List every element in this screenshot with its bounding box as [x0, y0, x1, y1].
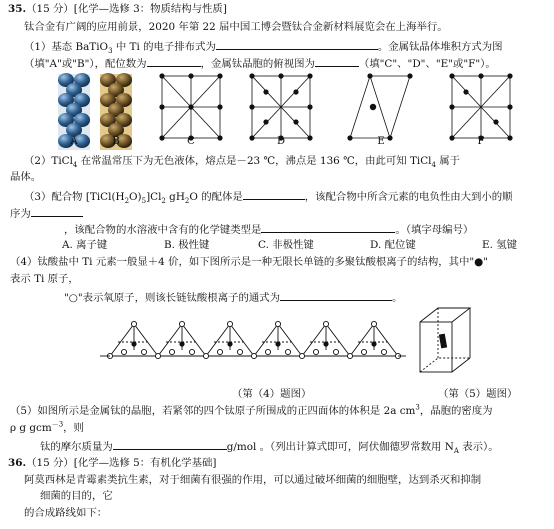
- q35-p2-line1: [24, 155, 460, 168]
- answer-blank[interactable]: [243, 189, 305, 200]
- text: gH: [165, 191, 185, 203]
- o-atom: [381, 349, 386, 354]
- text: ，该配合物中所含元素的电负性由大到小的顺: [304, 191, 513, 203]
- ti-atom: [323, 341, 328, 346]
- figure-label-b: B: [112, 136, 120, 147]
- text: （5）如图所示是金属钛的晶胞，若紧邻的四个钛原子所围成的正四面体的体积是 2a cm: [10, 405, 416, 417]
- o-atom: [299, 353, 304, 358]
- subscript: 4: [431, 161, 436, 170]
- text: ]Cl: [146, 191, 162, 203]
- figure-label-e: E: [377, 136, 385, 147]
- option-d[interactable]: D. 配位键: [370, 239, 416, 251]
- text: （1）基态 BaTiO: [24, 41, 109, 53]
- text: g/mol 。（列出计算式即可，阿伏伽德罗常数用 N: [226, 441, 454, 453]
- o-atom: [227, 321, 232, 326]
- subscript: 4: [72, 161, 78, 170]
- answer-blank[interactable]: [280, 290, 392, 301]
- figure-5-caption: （第（5）题图）: [438, 388, 518, 400]
- subscript: 5: [141, 197, 147, 206]
- o-atom: [361, 349, 366, 354]
- q35-p5-line1: [10, 405, 493, 418]
- text: （2）TiCl: [24, 155, 73, 167]
- q35-p4-line3: [64, 290, 402, 305]
- figure-label-f: F: [477, 136, 485, 147]
- text: 。金属钛晶体堆积方式为图: [377, 41, 503, 53]
- o-atom: [155, 353, 160, 358]
- text: 属于: [435, 155, 461, 167]
- q35-p1-line2: [24, 56, 496, 71]
- q36-line1: 阿莫西林是青霉素类抗生素，对于细菌有很强的作用，可以通过破坏细菌的细胞壁，达到杀灭和抑制: [24, 474, 482, 486]
- o-atom: [203, 353, 208, 358]
- ti-atom: [179, 341, 184, 346]
- subscript: 2: [124, 197, 130, 206]
- figure-f-top-view: [452, 76, 510, 138]
- text: （填"A"或"B"），配位数为: [24, 58, 147, 70]
- o-atom: [371, 321, 376, 326]
- answer-blank[interactable]: [315, 56, 359, 67]
- o-atom: [169, 349, 174, 354]
- o-atom: [275, 321, 280, 326]
- o-atom: [251, 353, 256, 358]
- q36-topic: [化学—选修 5：有机化学基础]: [73, 457, 217, 469]
- figure-d-top-view: [252, 76, 310, 138]
- text: ，金属钛晶胞的俯视图为: [200, 58, 315, 70]
- ti-atom: [227, 341, 232, 346]
- o-atom: [141, 349, 146, 354]
- figure-label-a: A: [70, 136, 78, 147]
- ti-atom: [131, 341, 136, 346]
- ti-atom: [275, 341, 280, 346]
- text: 表示）。: [458, 441, 499, 453]
- q35-topic: [化学—选修 3：物质结构与性质]: [73, 3, 227, 15]
- q36-number: 36.: [8, 457, 27, 469]
- o-atom: [285, 349, 290, 354]
- q35-score: （15 分）: [26, 3, 74, 15]
- o-atom: [347, 353, 352, 358]
- figure-label-d: D: [276, 136, 286, 147]
- o-atom: [323, 321, 328, 326]
- o-atom: [237, 349, 242, 354]
- q35-p1-line1: [24, 39, 503, 54]
- text: 在常温常压下为无色液体，熔点是－23 ℃，沸点是 136 ℃，由此可知 TiCl: [77, 155, 432, 167]
- text: 。: [392, 292, 403, 304]
- o-atom: [333, 349, 338, 354]
- figure-e-top-view: [350, 76, 410, 138]
- titanate-chain-figure: [100, 318, 412, 368]
- text: O 的配体是: [189, 191, 243, 203]
- text: ρ g gcm: [10, 422, 52, 434]
- subscript: A: [453, 447, 459, 456]
- q35-p3-line2: [10, 206, 83, 221]
- text: 。（填字母编号）: [395, 224, 474, 236]
- q36-line2: 细菌的目的，它: [40, 490, 113, 502]
- o-atom: [131, 321, 136, 326]
- figure-label-c: C: [187, 136, 195, 147]
- text: （填"C"、"D"、"E"或"F"）。: [358, 58, 496, 70]
- text: O): [129, 191, 142, 203]
- q36-header: [8, 457, 217, 470]
- text: ，晶胞的密度为: [419, 405, 493, 417]
- subscript: 2: [184, 197, 190, 206]
- crystal-figures: [54, 72, 534, 158]
- subscript: 3: [108, 47, 113, 56]
- q35-number: 35.: [8, 3, 27, 15]
- answer-blank[interactable]: [216, 39, 378, 50]
- option-a[interactable]: A. 离子键: [62, 239, 108, 251]
- answer-blank[interactable]: [147, 56, 201, 67]
- figure-4-caption: （第（4）题图）: [232, 388, 312, 400]
- subscript: 2: [161, 197, 166, 206]
- q35-p4-line1: （4）钛酸盐中 Ti 元素一般显＋4 价，如下图所示是一种无限长单链的多聚钛酸根离子的结构，其中"●": [10, 256, 489, 268]
- text: "○"表示氧原子，则该长链钛酸根离子的通式为: [64, 292, 281, 304]
- q35-p2-line2: 晶体。: [10, 171, 42, 183]
- answer-blank[interactable]: [113, 439, 227, 450]
- o-atom: [189, 349, 194, 354]
- option-e[interactable]: E. 氢键: [482, 239, 517, 251]
- q35-p5-line3: [40, 439, 499, 454]
- answer-blank[interactable]: [261, 222, 395, 233]
- superscript: －3: [51, 420, 64, 429]
- text: ，该配合物的水溶液中含有的化学键类型是: [64, 224, 262, 236]
- option-c[interactable]: C. 非极性键: [258, 239, 314, 251]
- o-atom: [121, 349, 126, 354]
- o-atom: [265, 349, 270, 354]
- text: 钛的摩尔质量为: [40, 441, 113, 453]
- q35-p5-line2: [10, 422, 84, 435]
- o-atom: [313, 349, 318, 354]
- q35-p3-line3: [64, 222, 473, 237]
- o-atom: [217, 349, 222, 354]
- q35-intro: 钛合金有广阔的应用前景，2020 年第 22 届中国工博会暨钛合金新材料展览会在上海举行。: [24, 21, 448, 33]
- o-atom: [179, 321, 184, 326]
- q35-p4-line2: 表示 Ti 原子，: [10, 273, 79, 285]
- q35-p3-line1: [24, 189, 513, 204]
- text: ，则: [63, 422, 84, 434]
- answer-blank[interactable]: [31, 206, 83, 217]
- q35-header: [8, 3, 227, 16]
- titanium-unit-cell-figure: [414, 304, 480, 380]
- q36-line3: 的合成路线如下：: [24, 507, 108, 519]
- option-b[interactable]: B. 极性键: [164, 239, 210, 251]
- superscript: 3: [415, 403, 420, 412]
- ti-atom: [371, 341, 376, 346]
- text: （3）配合物 [TiCl(H: [24, 191, 125, 203]
- q36-score: （15 分）: [26, 457, 74, 469]
- text: 中 Ti 的电子排布式为: [112, 41, 216, 53]
- text: 序为: [10, 208, 31, 220]
